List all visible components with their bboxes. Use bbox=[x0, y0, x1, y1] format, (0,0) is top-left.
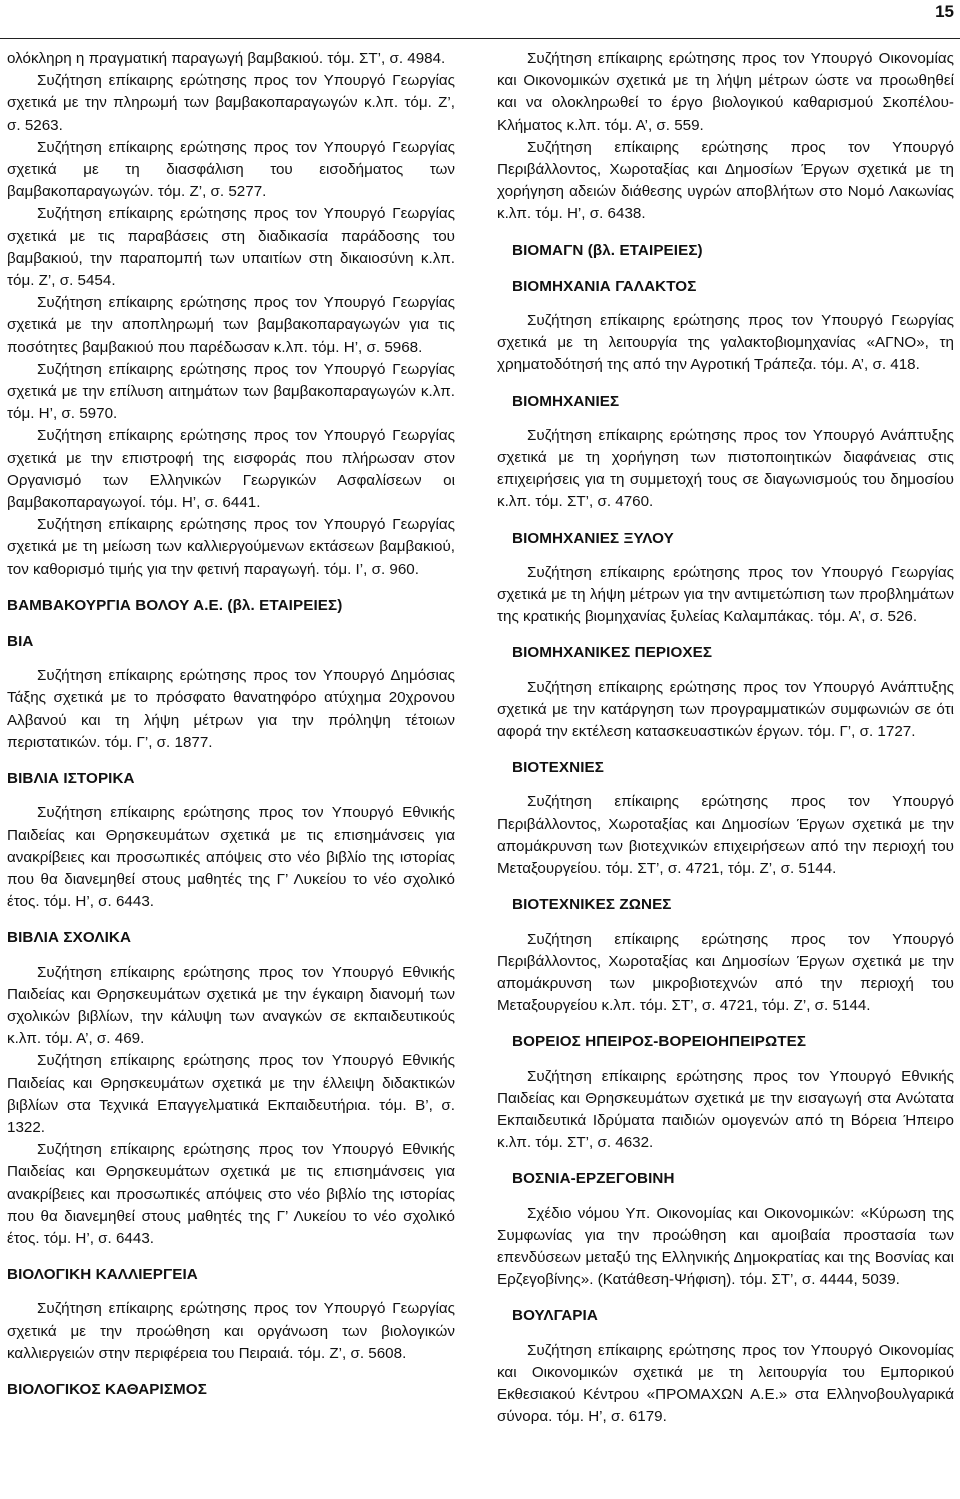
index-heading: ΒΟΥΛΓΑΡΙΑ bbox=[512, 1307, 598, 1325]
index-entry: Συζήτηση επίκαιρης ερώτησης προς τον Υπουργό Οικονομίας και Οικονομικών σχετικά με τη λειτουργία του Εμπορικού Εκθεσιακού Κέντρου «ΠΡΟΜΑΧΩΝ Α.Ε.» στα Ελληνοβουλγαρικά σύνορα. τόμ. Η’, σ. 6179. bbox=[497, 1341, 954, 1426]
index-entry: Συζήτηση επίκαιρης ερώτησης προς τον Υπουργό Δημόσιας Τάξης σχετικά με το πρόσφατο θανατηφόρο ατύχημα 20χρονου Αλβανού και τη λήψη μέτρων για την πρόληψη τέτοιων περιστατικών. τόμ. Γ’, σ. 1877. bbox=[7, 667, 455, 751]
index-heading: ΒΟΣΝΙΑ-ΕΡΖΕΓΟΒΙΝΗ bbox=[512, 1170, 675, 1188]
index-heading: ΒΙΟΜΑΓΝ (βλ. ΕΤΑΙΡΕΙΕΣ) bbox=[512, 241, 703, 259]
index-heading: ΒΙΒΛΙΑ ΣΧΟΛΙΚΑ bbox=[7, 929, 132, 947]
index-entry: Συζήτηση επίκαιρης ερώτησης προς τον Υπουργό Περιβάλλοντος, Χωροταξίας και Δημοσίων Έργων σχετικά με την απομάκρυνση των μικροβιοτεχνών από την περιοχή του Μεταξουργείου κ.λπ. τόμ. ΣΤ’, σ. 4721, τόμ. Ζ’, σ. 5144. bbox=[497, 930, 954, 1015]
index-heading: ΒΙΟΜΗΧΑΝΙΕΣ bbox=[512, 392, 620, 410]
right-column bbox=[497, 48, 954, 1428]
index-heading: ΒΙΟΜΗΧΑΝΙΚΕΣ ΠΕΡΙΟΧΕΣ bbox=[512, 644, 713, 662]
index-entry: Συζήτηση επίκαιρης ερώτησης προς τον Υπουργό Ανάπτυξης σχετικά με την κατάργηση των προγραμματικών συμφωνιών σε ότι αφορά την εκτέλεση κατασκευαστικών έργων. τόμ. Γ’, σ. 1727. bbox=[497, 678, 954, 741]
index-entry: ολόκληρη η πραγματική παραγωγή βαμβακιού. τόμ. ΣΤ’, σ. 4984. bbox=[7, 50, 446, 67]
index-entry: Συζήτηση επίκαιρης ερώτησης προς τον Υπουργό Γεωργίας σχετικά με τη λειτουργία της γαλακτοβιομηχανίας «ΑΓΝΟ», τη χρηματοδότησή της από την Αγροτική Τράπεζα. τόμ. Α’, σ. 418. bbox=[497, 312, 954, 374]
index-heading: ΒΙΟΜΗΧΑΝΙΑ ΓΑΛΑΚΤΟΣ bbox=[512, 277, 697, 295]
index-entry: Συζήτηση επίκαιρης ερώτησης προς τον Υπουργό Οικονομίας και Οικονομικών σχετικά με τη λήψη μέτρων ώστε να προωθηθεί και να ολοκληρωθεί το έργο βιολογικού καθαρισμού Σκοπέλου-Κλήματος κ.λπ. τόμ. Α’, σ. 559. bbox=[497, 50, 954, 134]
index-entry: Συζήτηση επίκαιρης ερώτησης προς τον Υπουργό Γεωργίας σχετικά με τη λήψη μέτρων για την αντιμετώπιση των προβλημάτων της κρατικής βιομηχανίας ξυλείας Καλαμπάκας. τόμ. Α’, σ. 526. bbox=[497, 563, 954, 626]
index-entry: Συζήτηση επίκαιρης ερώτησης προς τον Υπουργό Γεωργίας σχετικά με την αποπληρωμή των βαμβακοπαραγωγών για τις ποσότητες βαμβακιού που παρέδωσαν κ.λπ. τόμ. Η’, σ. 5968. bbox=[7, 294, 455, 356]
index-entry: Συζήτηση επίκαιρης ερώτησης προς τον Υπουργό Γεωργίας σχετικά με την προώθηση και οργάνωση των βιολογικών καλλιεργειών στην περιφέρεια του Πειραιά. τόμ. Ζ’, σ. 5608. bbox=[7, 1300, 455, 1362]
left-column bbox=[7, 48, 455, 1413]
index-entry: Συζήτηση επίκαιρης ερώτησης προς τον Υπουργό Γεωργίας σχετικά με την επίλυση αιτημάτων των βαμβακοπαραγωγών κ.λπ. τόμ. Η’, σ. 5970. bbox=[7, 360, 455, 423]
index-entry: Συζήτηση επίκαιρης ερώτησης προς τον Υπουργό Εθνικής Παιδείας και Θρησκευμάτων σχετικά με τις επισημάνσεις για ανακρίβειες και προσωπικές απόψεις στο νέο βιβλίο της ιστορίας που θα διανεμηθεί στους μαθητές της Γ’ Λυκείου το νέο σχολικό έτος. τόμ. Η’, σ. 6443. bbox=[7, 804, 455, 911]
header-rule bbox=[0, 38, 960, 39]
index-entry: Σχέδιο νόμου Υπ. Οικονομίας και Οικονομικών: «Κύρωση της Συμφωνίας για την προώθηση και αμοιβαία προστασία των επενδύσεων μεταξύ της Ελληνικής Δημοκρατίας και της Βοσνίας και Ερζεγοβίνης». (Κατάθεση-Ψήφιση). τόμ. ΣΤ’, σ. 4444, 5039. bbox=[497, 1204, 954, 1289]
index-entry: Συζήτηση επίκαιρης ερώτησης προς τον Υπουργό Εθνικής Παιδείας και Θρησκευμάτων σχετικά με την έλλειψη διδακτικών βιβλίων στα Τεχνικά Επαγγελματικά Εκπαιδευτήρια. τόμ. Β’, σ. 1322. bbox=[7, 1052, 455, 1136]
index-entry: Συζήτηση επίκαιρης ερώτησης προς τον Υπουργό Εθνικής Παιδείας και Θρησκευμάτων σχετικά με την εισαγωγή στα Ανώτατα Εκπαιδευτικά Ιδρύματα παιδιών ομογενών από τη Βόρεια Ήπειρο κ.λπ. τόμ. ΣΤ’, σ. 4632. bbox=[497, 1067, 954, 1152]
index-entry: Συζήτηση επίκαιρης ερώτησης προς τον Υπουργό Εθνικής Παιδείας και Θρησκευμάτων σχετικά με τις επισημάνσεις για ανακρίβειες και προσωπικές απόψεις στο νέο βιβλίο της ιστορίας που θα διανεμηθεί στους μαθητές της Γ’ Λυκείου το νέο σχολικό έτος. τόμ. Η’, σ. 6443. bbox=[7, 1141, 455, 1247]
index-heading: ΒΙΟΤΕΧΝΙΚΕΣ ΖΩΝΕΣ bbox=[512, 896, 672, 914]
index-entry: Συζήτηση επίκαιρης ερώτησης προς τον Υπουργό Εθνικής Παιδείας και Θρησκευμάτων σχετικά με την έγκαιρη διανομή των σχολικών βιβλίων, την κάλυψη των αναγκών σε εκπαιδευτικούς κ.λπ. τόμ. Α’, σ. 469. bbox=[7, 963, 455, 1048]
index-entry: Συζήτηση επίκαιρης ερώτησης προς τον Υπουργό Γεωργίας σχετικά με τις παραβάσεις στη διαδικασία παράδοσης του βαμβακιού, την παραπομπή των υπαιτίων στη δικαιοσύνη κ.λπ. τόμ. Ζ’, σ. 5454. bbox=[7, 205, 455, 290]
index-entry: Συζήτηση επίκαιρης ερώτησης προς τον Υπουργό Γεωργίας σχετικά με την επιστροφή της εισφοράς που πλήρωσαν στον Οργανισμό των Ελληνικών Γεωργικών Ασφαλίσεων οι βαμβακοπαραγωγοί. τόμ. Η’, σ. 6441. bbox=[7, 427, 455, 512]
index-heading: ΒΟΡΕΙΟΣ ΗΠΕΙΡΟΣ-ΒΟΡΕΙΟΗΠΕΙΡΩΤΕΣ bbox=[512, 1033, 807, 1051]
index-entry: Συζήτηση επίκαιρης ερώτησης προς τον Υπουργό Γεωργίας σχετικά με τη διασφάλιση του εισοδήματος των βαμβακοπαραγωγών. τόμ. Ζ’, σ. 5277. bbox=[7, 138, 455, 201]
index-heading: ΒΙΟΤΕΧΝΙΕΣ bbox=[512, 759, 604, 777]
index-heading: ΒΙΟΛΟΓΙΚΗ ΚΑΛΛΙΕΡΓΕΙΑ bbox=[7, 1266, 198, 1284]
index-heading: ΒΙΒΛΙΑ ΙΣΤΟΡΙΚΑ bbox=[7, 770, 135, 788]
index-entry: Συζήτηση επίκαιρης ερώτησης προς τον Υπουργό Γεωργίας σχετικά με τη μείωση των καλλιεργούμενων εκτάσεων βαμβακιού, τον καθορισμό τιμής για την φετινή παραγωγή. τόμ. Ι’, σ. 960. bbox=[7, 516, 455, 578]
page-number: 15 bbox=[935, 2, 954, 21]
index-heading: ΒΙΑ bbox=[7, 633, 34, 651]
index-entry: Συζήτηση επίκαιρης ερώτησης προς τον Υπουργό Ανάπτυξης σχετικά με τη χορήγηση των πιστοποιητικών διαφάνειας στις επιχειρήσεις για τη συμμετοχή τους σε διαγωνισμούς του δημοσίου κ.λπ. τόμ. ΣΤ’, σ. 4760. bbox=[497, 426, 954, 511]
index-entry: Συζήτηση επίκαιρης ερώτησης προς τον Υπουργό Περιβάλλοντος, Χωροταξίας και Δημοσίων Έργων σχετικά με την απομάκρυνση των βιοτεχνικών επιχειρήσεων από την περιοχή του Μεταξουργείου. τόμ. ΣΤ’, σ. 4721, τόμ. Ζ’, σ. 5144. bbox=[497, 793, 954, 878]
index-heading: ΒΙΟΜΗΧΑΝΙΕΣ ΞΥΛΟΥ bbox=[512, 529, 674, 547]
index-entry: Συζήτηση επίκαιρης ερώτησης προς τον Υπουργό Περιβάλλοντος, Χωροταξίας και Δημοσίων Έργων σχετικά με τη χορήγηση αδειών διάθεσης υγρών αποβλήτων στο Νομό Λακωνίας κ.λπ. τόμ. Η’, σ. 6438. bbox=[497, 138, 954, 223]
index-heading: ΒΙΟΛΟΓΙΚΟΣ ΚΑΘΑΡΙΣΜΟΣ bbox=[7, 1380, 207, 1398]
index-heading: ΒΑΜΒΑΚΟΥΡΓΙΑ ΒΟΛΟΥ Α.Ε. (βλ. ΕΤΑΙΡΕΙΕΣ) bbox=[7, 596, 343, 614]
index-entry: Συζήτηση επίκαιρης ερώτησης προς τον Υπουργό Γεωργίας σχετικά με την πληρωμή των βαμβακοπαραγωγών κ.λπ. τόμ. Ζ’, σ. 5263. bbox=[7, 72, 455, 134]
